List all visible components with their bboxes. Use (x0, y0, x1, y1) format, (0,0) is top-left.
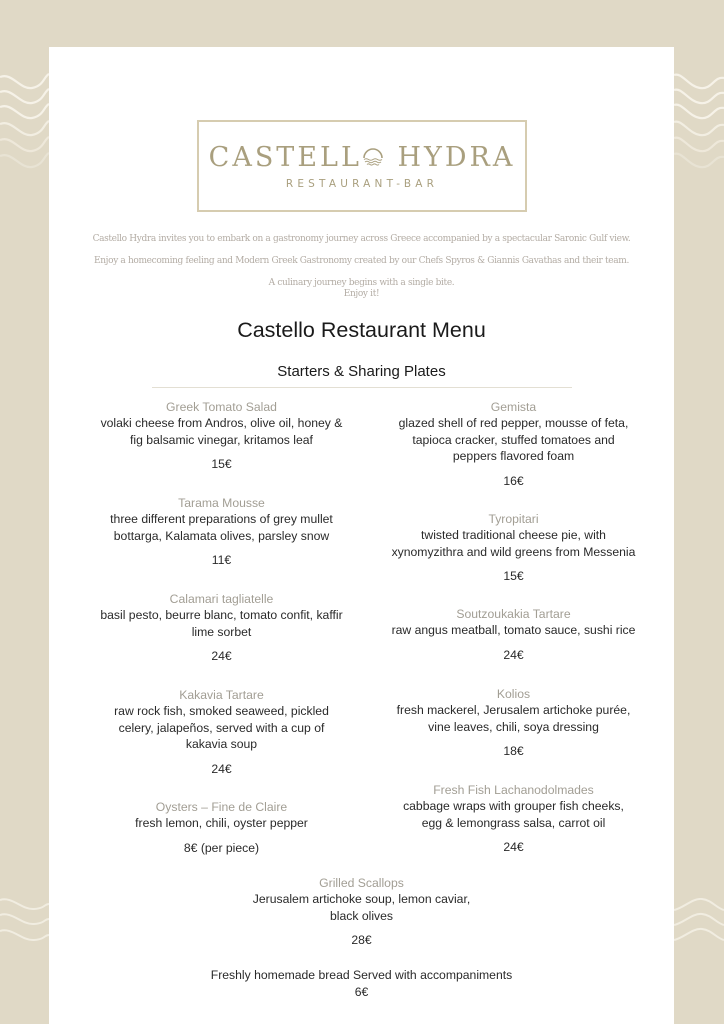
dish-name: Fresh Fish Lachanodolmades (433, 783, 594, 797)
menu-item-oysters (79, 799, 364, 856)
intro-line-2: Enjoy a homecoming feeling and Modern Greek Gastronomy created by our Chefs Spyros & Giannis Gavathas and their team. (94, 256, 629, 266)
sun-over-waves-icon (362, 143, 384, 163)
menu-item-tyropitari (371, 511, 656, 584)
dish-name: Tarama Mousse (178, 496, 265, 510)
menu-item-kakavia-tartare (79, 687, 364, 777)
wave-decoration-bottom-right (674, 898, 724, 958)
dish-name: Calamari tagliatelle (169, 592, 274, 606)
desc-line: bottarga, Kalamata olives, parsley snow (113, 528, 330, 543)
desc-line: peppers flavored foam (452, 449, 575, 463)
waves-icon (0, 898, 49, 958)
dish-price: 28€ (351, 933, 372, 947)
desc-line: black olives (330, 908, 393, 923)
desc-line: fresh mackerel, Jerusalem artichoke purée, (396, 703, 631, 717)
desc-line: twisted traditional cheese pie, with (421, 528, 606, 542)
menu-item-grilled-scallops (169, 875, 554, 948)
dish-description (371, 798, 656, 831)
bread-price: 6€ (354, 984, 369, 999)
bread-label: Freshly homemade bread Served with accompaniments (210, 968, 513, 982)
menu-item-bread (49, 967, 674, 1000)
menu-page (49, 47, 674, 1024)
logo-subtitle: RESTAURANT-BAR (285, 178, 439, 190)
dish-name: Soutzoukakia Tartare (456, 607, 571, 621)
desc-line: volaki cheese from Andros, olive oil, honey & (100, 416, 343, 430)
desc-line: fig balsamic vinegar, kritamos leaf (130, 432, 313, 447)
dish-price: 24€ (211, 761, 232, 776)
wave-decoration-top-left (0, 72, 49, 182)
wave-decoration-bottom-left (0, 898, 49, 958)
dish-price: 8€ (per piece) (183, 840, 260, 855)
dish-name: Kolios (496, 687, 531, 701)
waves-icon (0, 72, 49, 182)
desc-line: basil pesto, beurre blanc, tomato confit, kaffir (100, 608, 343, 622)
dish-price: 24€ (211, 649, 232, 663)
dish-price: 24€ (503, 840, 524, 854)
dish-description (79, 815, 364, 832)
menu-item-kolios (371, 686, 656, 759)
section-heading: Starters & Sharing Plates (277, 363, 446, 380)
dish-description (79, 703, 364, 753)
dish-description (79, 607, 364, 640)
menu-item-greek-tomato-salad (79, 399, 364, 472)
dish-description (371, 702, 656, 735)
intro-line-4: Enjoy it! (343, 289, 380, 299)
dish-description (371, 415, 656, 465)
desc-line: raw angus meatball, tomato sauce, sushi rice (391, 623, 636, 637)
menu-item-tarama-mousse (79, 495, 364, 568)
dish-description (79, 415, 364, 448)
intro-line-1: Castello Hydra invites you to embark on a gastronomy journey across Greece accompanied by a spectacular Saronic Gulf view. (92, 234, 631, 244)
dish-name: Greek Tomato Salad (166, 400, 277, 414)
dish-name: Grilled Scallops (319, 876, 404, 890)
waves-icon (674, 898, 724, 958)
dish-name: Oysters – Fine de Claire (155, 800, 288, 814)
section-divider (152, 387, 572, 388)
desc-line: egg & lemongrass salsa, carrot oil (421, 815, 606, 830)
logo-title-left: CASTELL (208, 142, 362, 173)
dish-description (371, 622, 656, 639)
desc-line: fresh lemon, chili, oyster pepper (135, 816, 308, 830)
desc-line: Jerusalem artichoke soup, lemon caviar, (252, 892, 471, 906)
dish-price: 16€ (503, 473, 524, 488)
dish-price: 11€ (211, 553, 232, 567)
menu-title: Castello Restaurant Menu (237, 318, 486, 342)
dish-description (169, 891, 554, 924)
desc-line: raw rock fish, smoked seaweed, pickled (114, 704, 329, 718)
logo-title-right: HYDRA (397, 142, 516, 173)
menu-item-gemista (371, 399, 656, 489)
dish-description (79, 511, 364, 544)
desc-line: tapioca cracker, stuffed tomatoes and (412, 432, 615, 447)
desc-line: cabbage wraps with grouper fish cheeks, (403, 799, 624, 813)
desc-line: lime sorbet (191, 624, 252, 639)
dish-price: 24€ (503, 647, 524, 662)
menu-item-soutzoukakia-tartare (371, 606, 656, 663)
desc-line: celery, jalapeños, served with a cup of (118, 720, 325, 735)
dish-name: Kakavia Tartare (179, 688, 264, 702)
wave-decoration-top-right (674, 72, 724, 182)
desc-line: three different preparations of grey mullet (110, 512, 333, 526)
desc-line: glazed shell of red pepper, mousse of feta, (398, 416, 629, 430)
desc-line: xynomyzithra and wild greens from Messenia (391, 544, 636, 559)
dish-name: Gemista (490, 400, 537, 414)
dish-name: Tyropitari (488, 512, 539, 526)
waves-icon (674, 72, 724, 182)
desc-line: vine leaves, chili, soya dressing (428, 719, 599, 734)
menu-item-fresh-fish-lachanodolmades (371, 782, 656, 855)
logo-title (199, 142, 525, 173)
dish-description (371, 527, 656, 560)
restaurant-logo (197, 120, 527, 212)
desc-line: kakavia soup (185, 737, 258, 751)
menu-item-calamari-tagliatelle (79, 591, 364, 664)
dish-price: 15€ (503, 569, 524, 583)
intro-line-3: A culinary journey begins with a single bite. (268, 278, 455, 288)
dish-price: 15€ (211, 457, 232, 471)
dish-price: 18€ (503, 744, 524, 758)
